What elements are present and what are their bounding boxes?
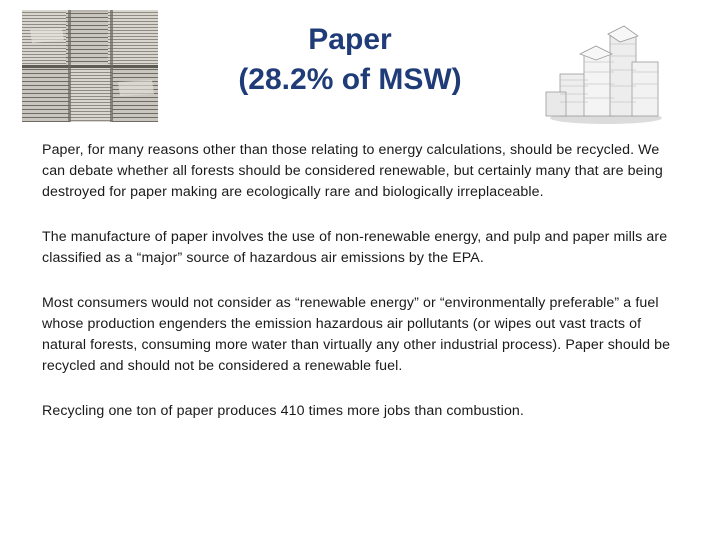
title-line-1: Paper bbox=[308, 23, 392, 56]
paragraph-1: Paper, for many reasons other than those relating to energy calculations, should be recycled. We can debate whether all forests should be considered renewable, but certainly many that are being destroyed for paper making are ecologically rare and biologically irreplaceable. bbox=[42, 142, 663, 200]
newspaper-stacks-photo bbox=[22, 10, 158, 122]
paper-stacks-image bbox=[540, 14, 670, 126]
paragraph-3: Most consumers would not consider as “renewable energy” or “environmentally preferable” a fuel whose production engenders the emission hazardous air pollutants (or wipes out vast tracts of natural forests, consuming more water than virtually any other industrial process). Paper should be recycled and should not be considered a renewable fuel. bbox=[42, 295, 671, 374]
slide-body bbox=[42, 140, 672, 422]
newspaper-stacks-image bbox=[22, 10, 158, 122]
paragraph-4: Recycling one ton of paper produces 410 times more jobs than combustion. bbox=[42, 403, 524, 419]
paper-stacks-photo bbox=[540, 14, 670, 126]
title-line-2: (28.2% of MSW) bbox=[238, 63, 462, 96]
paragraph-2: The manufacture of paper involves the use of non-renewable energy, and pulp and paper mills are classified as a “major” source of hazardous air emissions by the EPA. bbox=[42, 229, 668, 266]
slide-title bbox=[170, 20, 530, 100]
